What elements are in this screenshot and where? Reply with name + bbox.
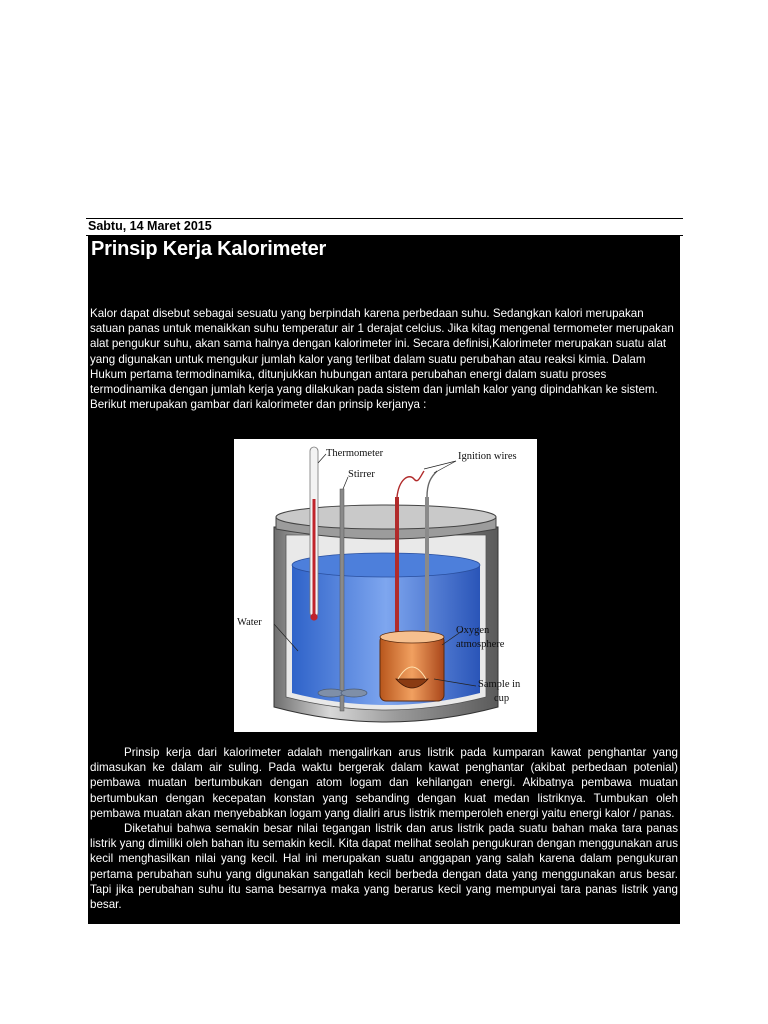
- calorimeter-figure: [234, 439, 537, 732]
- post-date: Sabtu, 14 Maret 2015: [88, 219, 212, 233]
- figure-intro: Berikut merupakan gambar dari kalorimeter dan prinsip kerjanya :: [90, 398, 427, 412]
- date-bar: [86, 218, 683, 236]
- label-atmosphere: atmosphere: [456, 639, 505, 650]
- post-body: [88, 236, 680, 924]
- explanation-block: [90, 745, 678, 912]
- sample-cup: [380, 631, 444, 701]
- label-stirrer: Stirrer: [348, 469, 375, 480]
- vessel-lid: [276, 505, 496, 539]
- label-thermometer: Thermometer: [326, 448, 384, 459]
- paragraph-2: Diketahui bahwa semakin besar nilai tegangan listrik dan arus listrik pada suatu bahan maka tara panas listrik yang dimiliki oleh bahan itu semakin kecil. Kita dapat melihat seolah pengukuran dengan menggunakan arus kecil menghasilkan nilai yang kecil. Hal ini merupakan suatu anggapan yang salah karena dalam pengukuran pertama perubahan suhu yang digunakan sangatlah kecil berbeda dengan data yang menggunakan arus besar. Tapi jika perubahan suhu itu sama besarnya maka yang berarus kecil yang mempunyai tara panas listrik yang besar.: [90, 822, 678, 912]
- label-cup: cup: [494, 693, 510, 704]
- label-oxygen: Oxygen: [456, 625, 490, 636]
- post-title: Prinsip Kerja Kalorimeter: [91, 238, 327, 260]
- intro-block: [90, 306, 678, 412]
- paragraph-1: Prinsip kerja dari kalorimeter adalah mengalirkan arus listrik pada kumparan kawat penghantar yang dimasukan ke dalam air suling. Pada waktu bergerak dalam kawat penghantar (akibat perbedaan potenial) pembawa muatan bertumbukan dengan atom logam dan kehilangan energi. Akibatnya pembawa muatan bertumbukan dengan kecepatan konstan yang sebanding dengan kuat medan listriknya. Tumbukan oleh pembawa muatan akan menyebabkan logam yang dialiri arus listrik memperoleh energi yaitu energi kalor / panas.: [90, 746, 678, 820]
- thermometer: [310, 447, 318, 621]
- label-sample-in: Sample in: [478, 679, 521, 690]
- label-ignition-wires: Ignition wires: [458, 451, 517, 462]
- label-water: Water: [237, 617, 262, 628]
- intro-paragraph: Kalor dapat disebut sebagai sesuatu yang berpindah karena perbedaan suhu. Sedangkan kalori merupakan satuan panas untuk menaikkan suhu temperatur air 1 derajat celcius. Jika kitag mengenal termometer merupakan alat pengukur suhu, akan sama halnya dengan kalorimeter ini. Secara definisi,Kalorimeter merupakan suatu alat yang digunakan untuk mengukur jumlah kalor yang terlibat dalam suatu perubahan atau reaksi kimia. Dalam Hukum pertama termodinamika, ditunjukkan hubungan antara perubahan energi dalam suatu proses termodinamika dengan jumlah kerja yang dilakukan pada sistem dan jumlah kalor yang dipindahkan ke sistem.: [90, 307, 674, 397]
